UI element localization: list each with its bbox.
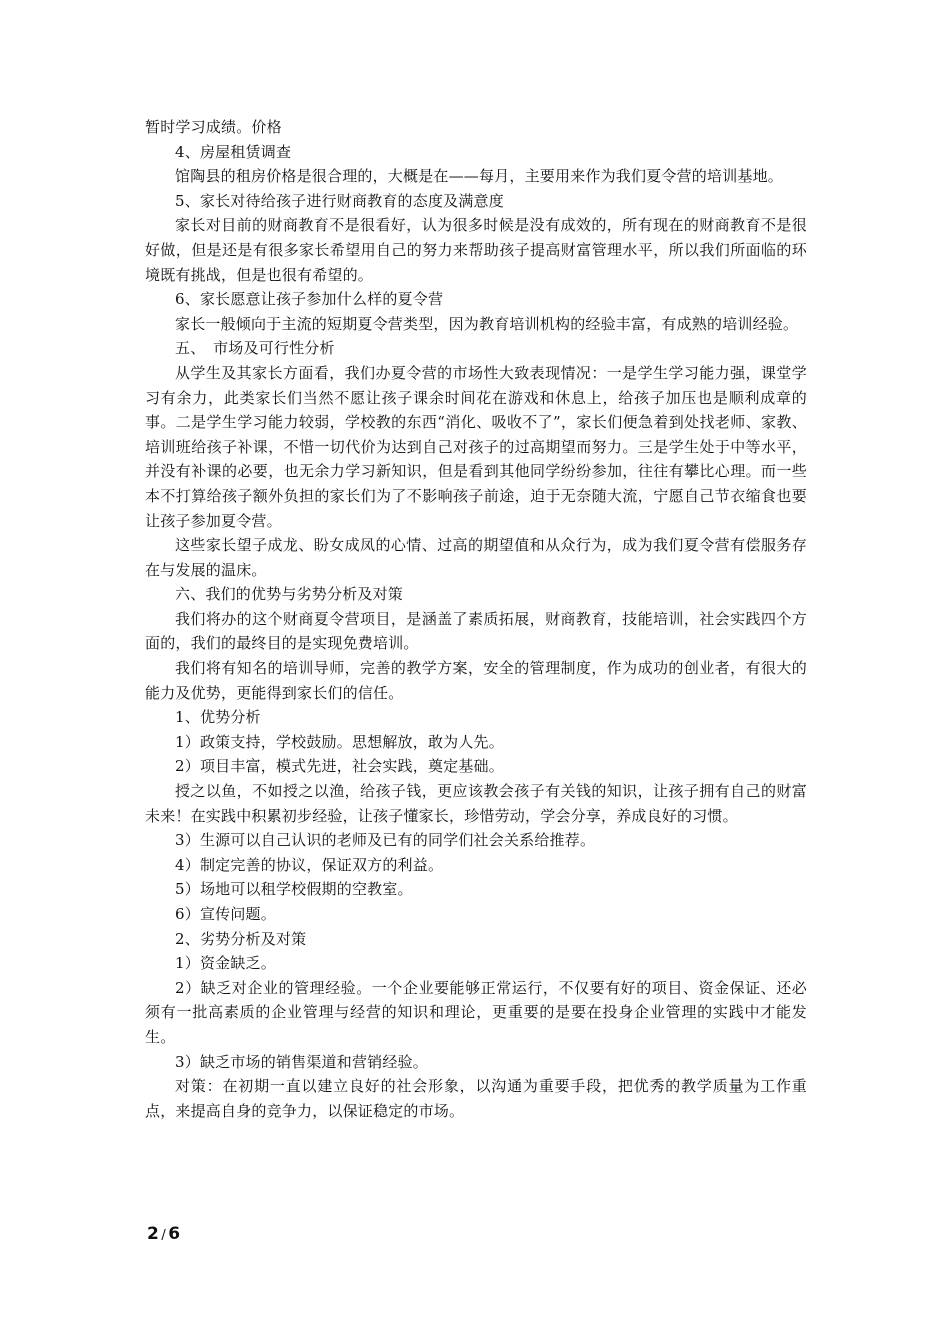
heading-parent-attitude: 5、家长对待给孩子进行财商教育的态度及满意度 — [175, 191, 504, 210]
list-item-weakness-2: 2）缺乏对企业的管理经验。一个企业要能够正常运行，不仅要有好的项目、资金保证、还必须有一批高素质的企业管理与经营的知识和理论，更重要的是要在投身企业管理的实践中才能发生。 — [145, 978, 807, 1046]
list-item-strength-6: 6）宣传问题。 — [175, 905, 276, 923]
paragraph-teach-to-fish: 授之以鱼，不如授之以渔，给孩子钱，更应该教会孩子有关钱的知识，让孩子拥有自己的财富未来！在实践中积累初步经验，让孩子懂家长，珍惜劳动，学会分享，养成良好的习惯。 — [145, 782, 807, 825]
paragraph-camp-preference: 家长一般倾向于主流的短期夏令营类型，因为教育培训机构的经验丰富，有成熟的培训经验。 — [175, 314, 799, 333]
heading-strengths: 1、优势分析 — [175, 708, 261, 727]
page-separator: / — [161, 1228, 167, 1243]
paragraph-countermeasures: 对策：在初期一直以建立良好的社会形象，以沟通为重要手段，把优秀的教学质量为工作重点，来提高自身的竞争力，以保证稳定的市场。 — [145, 1077, 807, 1120]
page-number — [147, 1224, 181, 1244]
heading-rental-survey: 4、房屋租赁调查 — [175, 142, 292, 161]
list-item-weakness-3: 3）缺乏市场的销售渠道和营销经验。 — [175, 1052, 428, 1071]
list-item-strength-5: 5）场地可以租学校假期的空教室。 — [175, 880, 413, 899]
page-current: 2 — [147, 1224, 160, 1244]
section-heading-market-feasibility: 五、 市场及可行性分析 — [175, 339, 335, 358]
list-item-strength-3: 3）生源可以自己认识的老师及已有的同学们社会关系给推荐。 — [175, 831, 596, 850]
paragraph-rental-price: 馆陶县的租房价格是很合理的，大概是在——每月，主要用来作为我们夏令营的培训基地。 — [175, 167, 784, 186]
heading-camp-preference: 6、家长愿意让孩子参加什么样的夏令营 — [175, 290, 444, 309]
list-item-weakness-1: 1）资金缺乏。 — [175, 954, 276, 973]
section-heading-swot: 六、我们的优势与劣势分析及对策 — [175, 585, 404, 604]
paragraph-continuation: 暂时学习成绩。价格 — [145, 118, 282, 136]
paragraph-parent-attitude: 家长对目前的财商教育不是很看好，认为很多时候是没有成效的，所有现在的财商教育不是很好做，但是还是有很多家长希望用自己的努力来帮助孩子提高财富管理水平，所以我们所面临的环境既有挑战，但是也很有希望的。 — [145, 216, 807, 284]
list-item-strength-1: 1）政策支持，学校鼓励。思想解放，敢为人先。 — [175, 732, 504, 751]
paragraph-market-analysis: 从学生及其家长方面看，我们办夏令营的市场性大致表现情况：一是学生学习能力强，课堂学习有余力，此类家长们当然不愿让孩子课余时间花在游戏和休息上，给孩子加压也是顺利成章的事。二是学生学习能力较弱，学校教的东西“消化、吸收不了”，家长们便急着到处找老师、家教、培训班给孩子补课，不惜一切代价为达到自己对孩子的过高期望而努力。三是学生处于中等水平，并没有补课的必要，也无余力学习新知识，但是看到其他同学纷纷参加，往往有攀比心理。而一些本不打算给孩子额外负担的家长们为了不影响孩子前途，迫于无奈随大流，宁愿自己节衣缩食也要让孩子参加夏令营。 — [145, 363, 807, 530]
heading-weaknesses: 2、劣势分析及对策 — [175, 929, 307, 948]
list-item-strength-4: 4）制定完善的协议，保证双方的利益。 — [175, 855, 444, 874]
paragraph-capabilities: 我们将有知名的培训导师，完善的教学方案，安全的管理制度，作为成功的创业者，有很大的能力及优势，更能得到家长们的信任。 — [145, 659, 807, 702]
list-item-strength-2: 2）项目丰富，模式先进，社会实践，奠定基础。 — [175, 757, 504, 776]
paragraph-parent-expectations: 这些家长望子成龙、盼女成凤的心情、过高的期望值和从众行为，成为我们夏令营有偿服务存在与发展的温床。 — [145, 536, 807, 579]
page-total: 6 — [168, 1224, 181, 1244]
document-body — [145, 115, 807, 1123]
paragraph-project-scope: 我们将办的这个财商夏令营项目，是涵盖了素质拓展，财商教育，技能培训，社会实践四个方面的，我们的最终目的是实现免费培训。 — [145, 609, 807, 653]
